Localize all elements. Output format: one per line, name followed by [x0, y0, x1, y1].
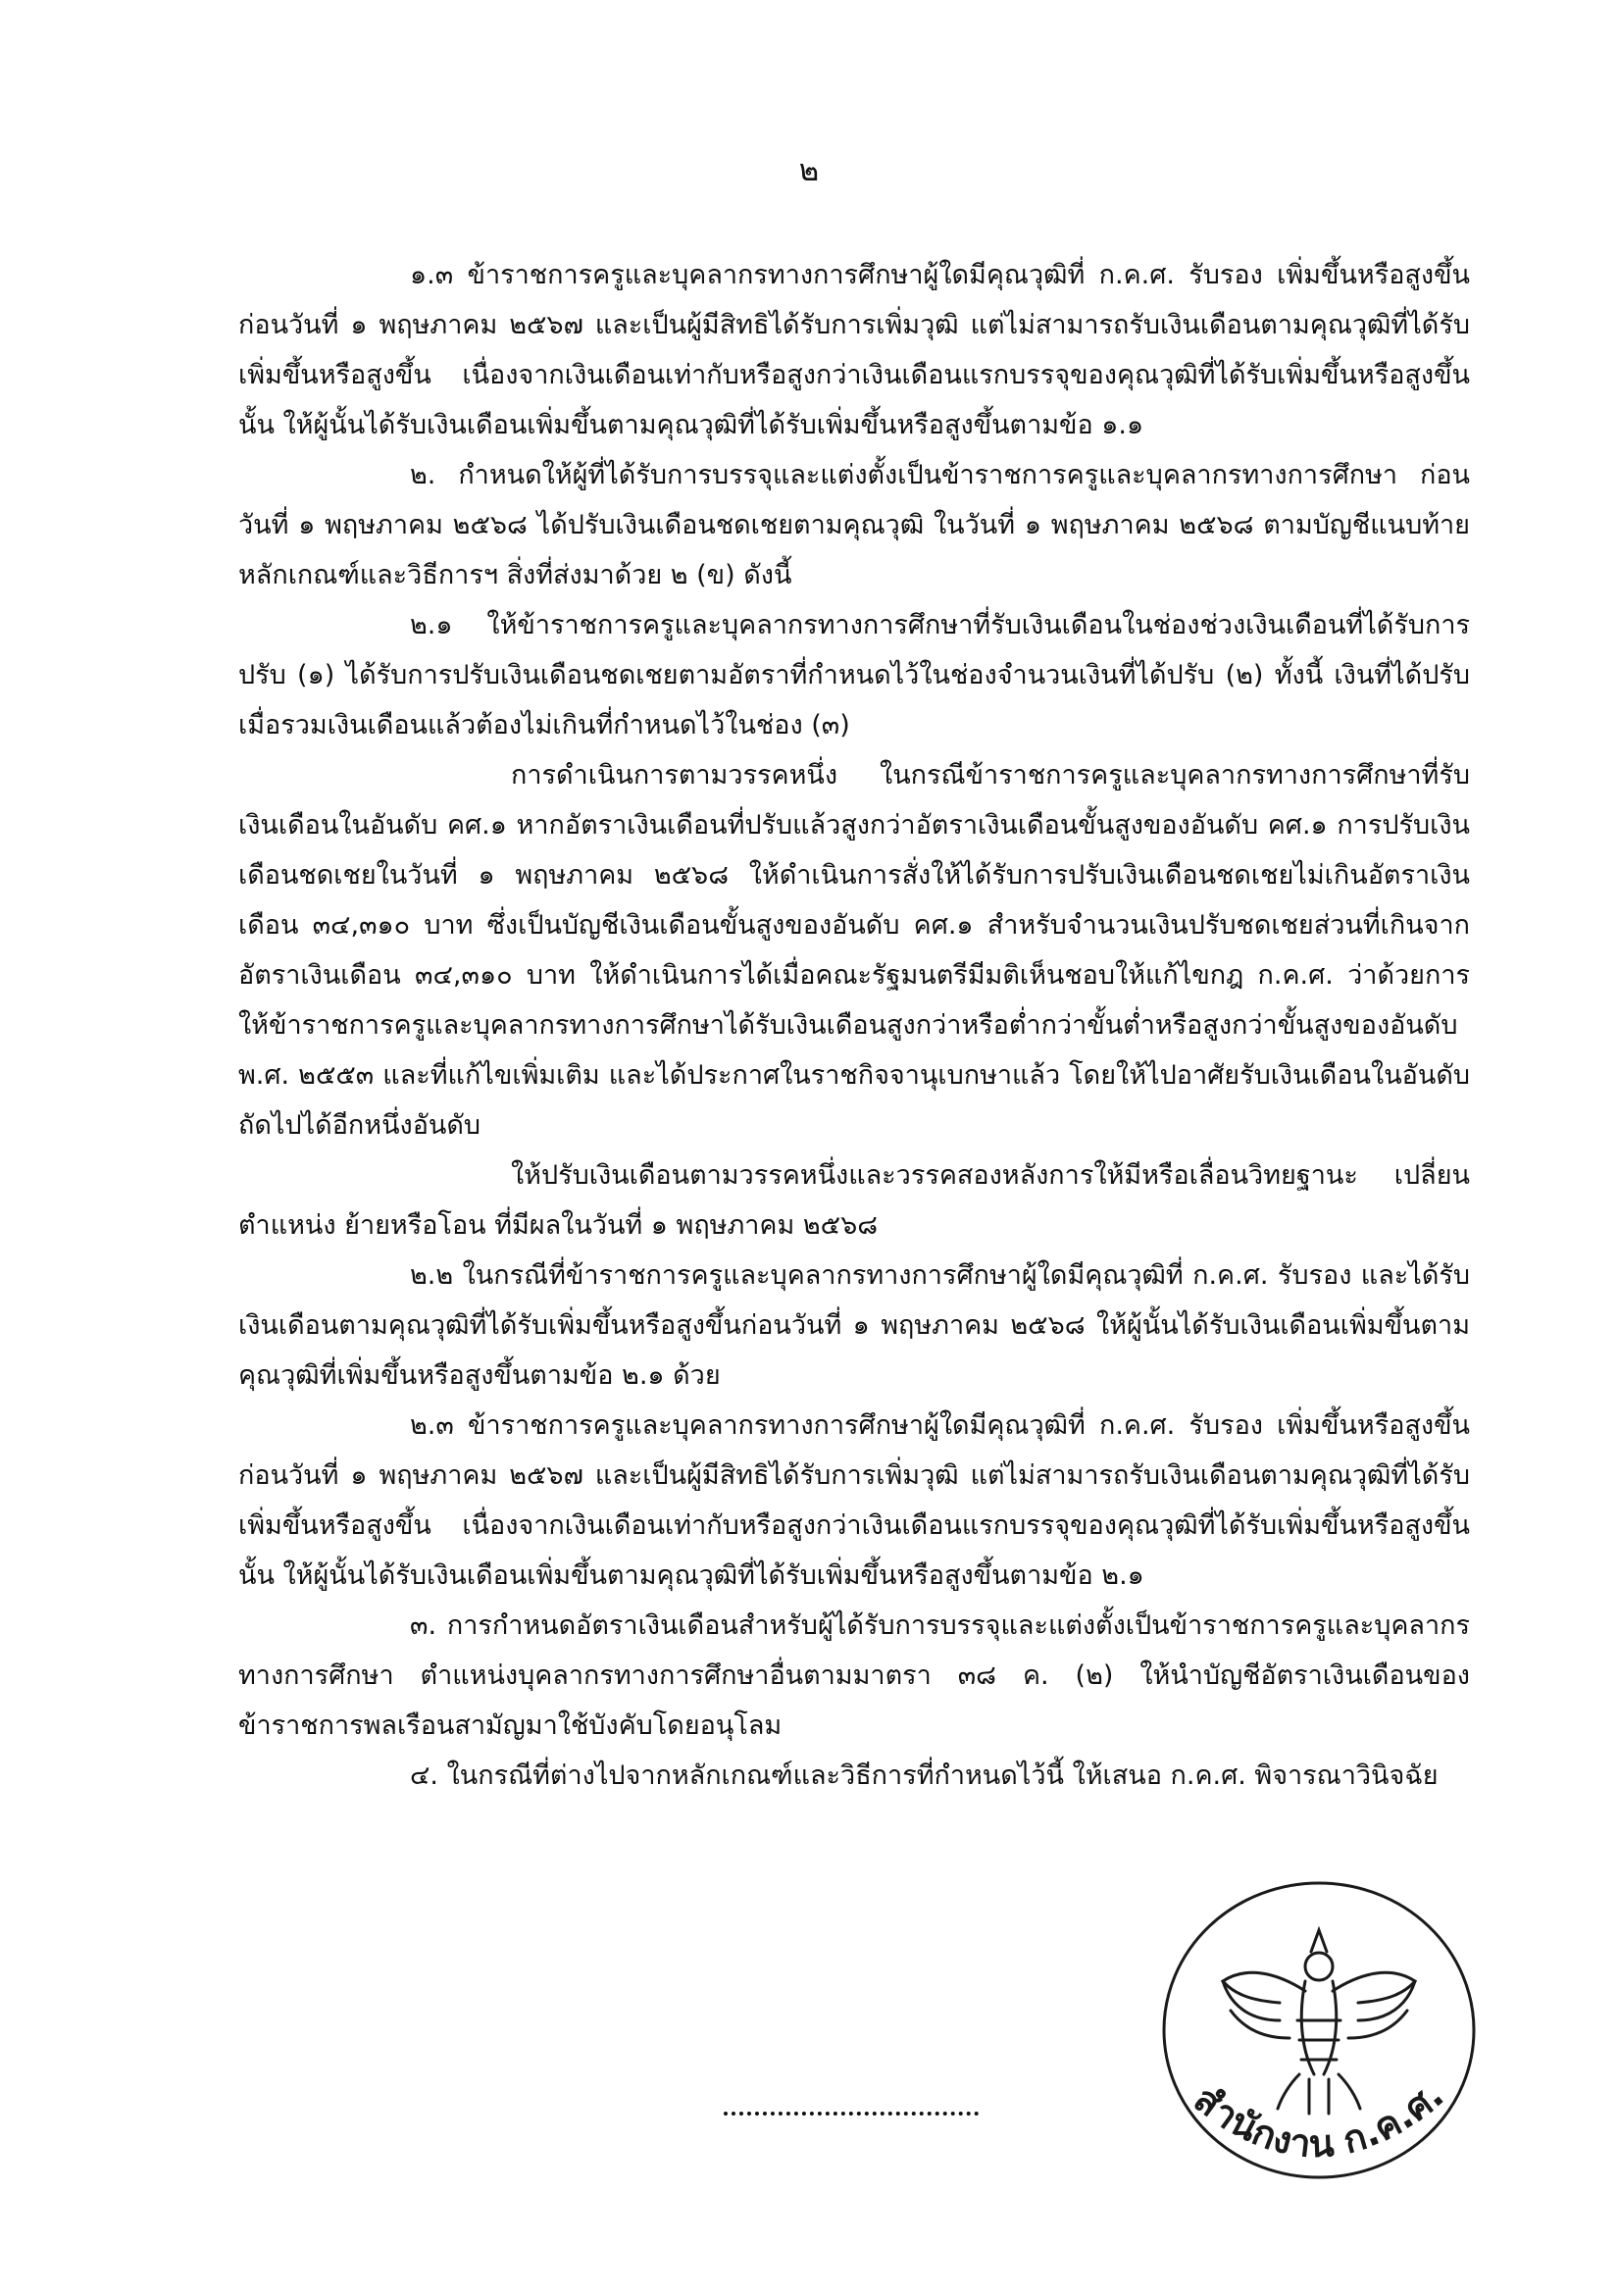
paragraph-2-2: ๒.๒ ในกรณีที่ข้าราชการครูและบุคลากรทางการศึกษาผู้ใดมีคุณวุฒิที่ ก.ค.ศ. รับรอง และได้รับเงินเดือนตามคุณวุฒิที่ได้รับเพิ่มขึ้นหรือสูงขึ้นก่อนวันที่ ๑ พฤษภาคม ๒๕๖๘ ให้ผู้นั้นได้รับเงินเดือนเพิ่มขึ้นตามคุณวุฒิที่เพิ่มขึ้นหรือสูงขึ้นตามข้อ ๒.๑ ด้วย — [238, 1260, 1470, 1391]
garuda-seal-icon — [1152, 1873, 1486, 2197]
paragraph-2-1: ๒.๑ ให้ข้าราชการครูและบุคลากรทางการศึกษาที่รับเงินเดือนในช่องช่วงเงินเดือนที่ได้รับการปรับ (๑) ได้รับการปรับเงินเดือนชดเชยตามอัตราที่กำหนดไว้ในช่องจำนวนเงินที่ได้ปรับ (๒) ทั้งนี้ เงินที่ได้ปรับเมื่อรวมเงินเดือนแล้วต้องไม่เกินที่กำหนดไว้ในช่อง (๓) — [238, 610, 1470, 740]
page-number: ๒ — [798, 153, 820, 188]
document-body — [238, 250, 1470, 1801]
svg-text:สำนักงาน ก.ค.ศ. — [1187, 2073, 1452, 2166]
paragraph-2-1-second: การดำเนินการตามวรรคหนึ่ง ในกรณีข้าราชการครูและบุคลากรทางการศึกษาที่รับเงินเดือนในอันดับ คศ.๑ หากอัตราเงินเดือนที่ปรับแล้วสูงกว่าอัตราเงินเดือนขั้นสูงของอันดับ คศ.๑ การปรับเงินเดือนชดเชยในวันที่ ๑ พฤษภาคม ๒๕๖๘ ให้ดำเนินการสั่งให้ได้รับการปรับเงินเดือนชดเชยไม่เกินอัตราเงินเดือน ๓๔,๓๑๐ บาท ซึ่งเป็นบัญชีเงินเดือนขั้นสูงของอันดับ คศ.๑ สำหรับจำนวนเงินปรับชดเชยส่วนที่เกินจากอัตราเงินเดือน ๓๔,๓๑๐ บาท ให้ดำเนินการได้เมื่อคณะรัฐมนตรีมีมติเห็นชอบให้แก้ไขกฎ ก.ค.ศ. ว่าด้วยการให้ข้าราชการครูและบุคลากรทางการศึกษาได้รับเงินเดือนสูงกว่าหรือต่ำกว่าขั้นต่ำหรือสูงกว่าขั้นสูงของอันดับ พ.ศ. ๒๕๕๓ และที่แก้ไขเพิ่มเติม และได้ประกาศในราชกิจจานุเบกษาแล้ว โดยให้ไปอาศัยรับเงินเดือนในอันดับถัดไปได้อีกหนึ่งอันดับ — [238, 760, 1470, 1141]
paragraph-4: ๔. ในกรณีที่ต่างไปจากหลักเกณฑ์และวิธีการที่กำหนดไว้นี้ ให้เสนอ ก.ค.ศ. พิจารณาวินิจฉัย — [410, 1760, 1439, 1791]
paragraph-2-1-third: ให้ปรับเงินเดือนตามวรรคหนึ่งและวรรคสองหลังการให้มีหรือเลื่อนวิทยฐานะ เปลี่ยนตำแหน่ง ย้ายหรือโอน ที่มีผลในวันที่ ๑ พฤษภาคม ๒๕๖๘ — [238, 1160, 1470, 1241]
seal-text: สำนักงาน ก.ค.ศ. — [1186, 2072, 1452, 2167]
paragraph-2: ๒. กำหนดให้ผู้ที่ได้รับการบรรจุและแต่งตั้งเป็นข้าราชการครูและบุคลากรทางการศึกษา ก่อนวันที่ ๑ พฤษภาคม ๒๕๖๘ ได้ปรับเงินเดือนชดเชยตามคุณวุฒิ ในวันที่ ๑ พฤษภาคม ๒๕๖๘ ตามบัญชีแนบท้ายหลักเกณฑ์และวิธีการฯ สิ่งที่ส่งมาด้วย ๒ (ข) ดังนี้ — [238, 460, 1470, 590]
end-of-document-dotted-line — [724, 2112, 979, 2116]
paragraph-1-3: ๑.๓ ข้าราชการครูและบุคลากรทางการศึกษาผู้ใดมีคุณวุฒิที่ ก.ค.ศ. รับรอง เพิ่มขึ้นหรือสูงขึ้น ก่อนวันที่ ๑ พฤษภาคม ๒๕๖๗ และเป็นผู้มีสิทธิได้รับการเพิ่มวุฒิ แต่ไม่สามารถรับเงินเดือนตามคุณวุฒิที่ได้รับเพิ่มขึ้นหรือสูงขึ้น เนื่องจากเงินเดือนเท่ากับหรือสูงกว่าเงินเดือนแรกบรรจุของคุณวุฒิที่ได้รับเพิ่มขึ้นหรือสูงขึ้นนั้น ให้ผู้นั้นได้รับเงินเดือนเพิ่มขึ้นตามคุณวุฒิที่ได้รับเพิ่มขึ้นหรือสูงขึ้นตามข้อ ๑.๑ — [238, 260, 1470, 440]
paragraph-3: ๓. การกำหนดอัตราเงินเดือนสำหรับผู้ได้รับการบรรจุและแต่งตั้งเป็นข้าราชการครูและบุคลากรทางการศึกษา ตำแหน่งบุคลากรทางการศึกษาอื่นตามมาตรา ๓๘ ค. (๒) ให้นำบัญชีอัตราเงินเดือนของข้าราชการพลเรือนสามัญมาใช้บังคับโดยอนุโลม — [238, 1610, 1470, 1741]
paragraph-2-3: ๒.๓ ข้าราชการครูและบุคลากรทางการศึกษาผู้ใดมีคุณวุฒิที่ ก.ค.ศ. รับรอง เพิ่มขึ้นหรือสูงขึ้น ก่อนวันที่ ๑ พฤษภาคม ๒๕๖๗ และเป็นผู้มีสิทธิได้รับการเพิ่มวุฒิ แต่ไม่สามารถรับเงินเดือนตามคุณวุฒิที่ได้รับเพิ่มขึ้นหรือสูงขึ้น เนื่องจากเงินเดือนเท่ากับหรือสูงกว่าเงินเดือนแรกบรรจุของคุณวุฒิที่ได้รับเพิ่มขึ้นหรือสูงขึ้นนั้น ให้ผู้นั้นได้รับเงินเดือนเพิ่มขึ้นตามคุณวุฒิที่ได้รับเพิ่มขึ้นหรือสูงขึ้นตามข้อ ๒.๑ — [238, 1410, 1470, 1591]
office-seal-stamp — [1152, 1873, 1486, 2197]
